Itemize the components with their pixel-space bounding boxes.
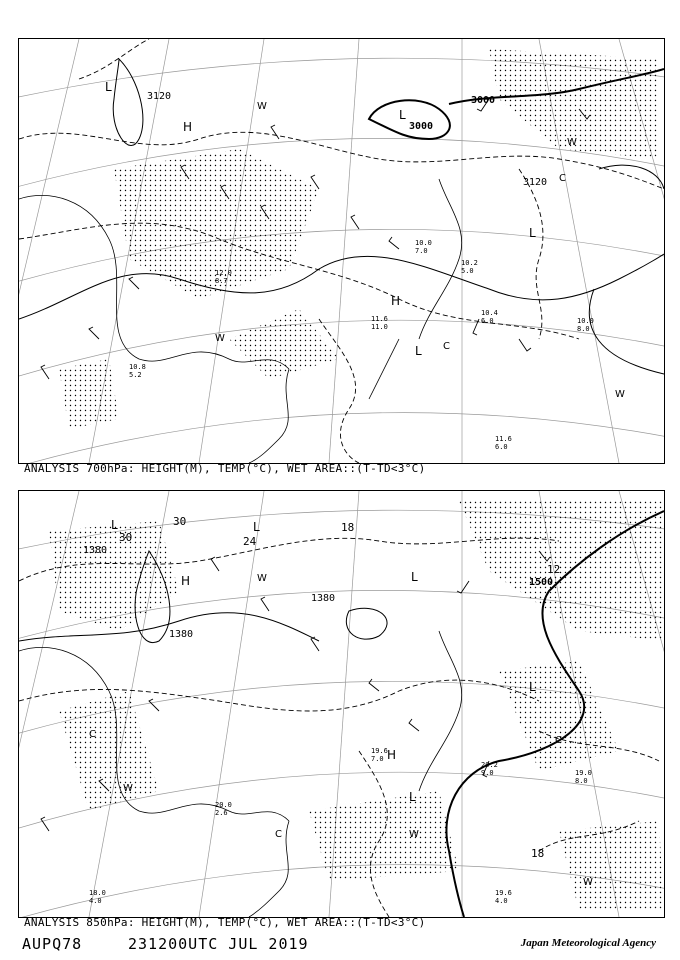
svg-text:10.8: 10.8 <box>129 363 146 371</box>
contour-label: 1380 <box>83 545 108 556</box>
contour-label: 3000 <box>409 121 434 132</box>
center-symbol: W <box>583 877 593 888</box>
center-symbol: W <box>123 783 133 794</box>
contour-label: 3120 <box>147 91 172 102</box>
station-plot <box>481 761 498 777</box>
center-symbol: H <box>183 120 193 134</box>
svg-text:11.0: 11.0 <box>371 323 388 331</box>
map-850hpa-svg <box>19 491 664 917</box>
svg-text:8.0: 8.0 <box>577 325 590 333</box>
station-plot <box>495 435 512 451</box>
svg-text:6.0: 6.0 <box>481 317 494 325</box>
bulletin-code: AUPQ78 <box>22 935 83 953</box>
center-symbol: C <box>555 735 562 746</box>
svg-text:18.0: 18.0 <box>89 889 106 897</box>
svg-text:5.2: 5.2 <box>129 371 142 379</box>
center-symbol: W <box>615 389 625 400</box>
svg-text:6.0: 6.0 <box>495 443 508 451</box>
isotherm-label: 18 <box>531 847 545 860</box>
isotherm-label: 18 <box>341 521 355 534</box>
center-symbol: W <box>215 333 225 344</box>
map-700hpa-svg <box>19 39 664 463</box>
contour-label: 1380 <box>311 593 336 604</box>
center-symbol: L <box>253 520 260 534</box>
center-symbol: W <box>257 101 267 112</box>
caption-850hpa: ANALYSIS 850hPa: HEIGHT(M), TEMP(°C), WET AREA::(T-TD<3°C) <box>24 916 426 929</box>
svg-text:8.0: 8.0 <box>575 777 588 785</box>
isotherm-label: 12 <box>547 563 561 576</box>
center-symbol: L <box>409 790 416 804</box>
center-symbol: C <box>275 829 282 840</box>
center-symbol: W <box>409 829 419 840</box>
center-symbol: L <box>105 80 112 94</box>
svg-text:10.0: 10.0 <box>577 317 594 325</box>
isotherm-label: 30 <box>119 531 133 544</box>
map-panel-850hpa <box>18 490 665 918</box>
svg-text:11.6: 11.6 <box>495 435 512 443</box>
wet-areas-700 <box>59 49 659 429</box>
svg-text:20.0: 20.0 <box>215 801 232 809</box>
svg-text:10.2: 10.2 <box>461 259 478 267</box>
svg-text:10.0: 10.0 <box>415 239 432 247</box>
station-plot <box>371 315 388 331</box>
center-symbol: H <box>391 294 401 308</box>
station-plot <box>495 889 512 905</box>
svg-text:4.0: 4.0 <box>89 897 102 905</box>
svg-text:10.4: 10.4 <box>481 309 498 317</box>
station-plot <box>129 363 146 379</box>
svg-text:20.2: 20.2 <box>481 761 498 769</box>
center-symbol: L <box>411 570 418 584</box>
contour-label: 3120 <box>523 177 548 188</box>
center-symbol: L <box>529 226 536 240</box>
svg-text:7.0: 7.0 <box>415 247 428 255</box>
map-panel-700hpa <box>18 38 665 464</box>
svg-text:19.6: 19.6 <box>371 747 388 755</box>
agency-name: Japan Meteorological Agency <box>520 937 656 949</box>
station-plot <box>371 747 388 763</box>
contour-label: 1380 <box>169 629 194 640</box>
center-symbol: L <box>529 680 536 694</box>
svg-text:19.6: 19.6 <box>495 889 512 897</box>
svg-text:4.0: 4.0 <box>495 897 508 905</box>
caption-700hpa: ANALYSIS 700hPa: HEIGHT(M), TEMP(°C), WET AREA::(T-TD<3°C) <box>24 462 426 475</box>
analysis-time: 231200UTC JUL 2019 <box>128 935 309 953</box>
svg-text:8.7: 8.7 <box>215 277 228 285</box>
svg-text:2.6: 2.6 <box>215 809 228 817</box>
center-symbol: L <box>399 108 406 122</box>
svg-text:19.0: 19.0 <box>575 769 592 777</box>
svg-text:11.6: 11.6 <box>371 315 388 323</box>
center-symbol: C <box>559 173 566 184</box>
center-symbol: C <box>443 341 450 352</box>
station-plot <box>481 309 498 325</box>
center-symbol: L <box>415 344 422 358</box>
station-plot <box>461 259 478 275</box>
center-symbol: H <box>181 574 191 588</box>
svg-text:12.0: 12.0 <box>215 269 232 277</box>
center-symbol: C <box>89 729 96 740</box>
contour-label: 1500 <box>529 577 554 588</box>
center-symbol: H <box>387 748 397 762</box>
station-plot <box>215 801 232 817</box>
svg-text:7.0: 7.0 <box>371 755 384 763</box>
station-plot <box>415 239 432 255</box>
isotherm-label: 30 <box>173 515 187 528</box>
svg-text:9.0: 9.0 <box>481 769 494 777</box>
center-symbol: W <box>567 137 577 148</box>
svg-text:5.0: 5.0 <box>461 267 474 275</box>
center-symbol: L <box>111 518 118 532</box>
center-symbol: W <box>257 573 267 584</box>
station-plot <box>575 769 592 785</box>
isotherm-label: 24 <box>243 535 257 548</box>
contour-label: 3000 <box>471 95 496 106</box>
